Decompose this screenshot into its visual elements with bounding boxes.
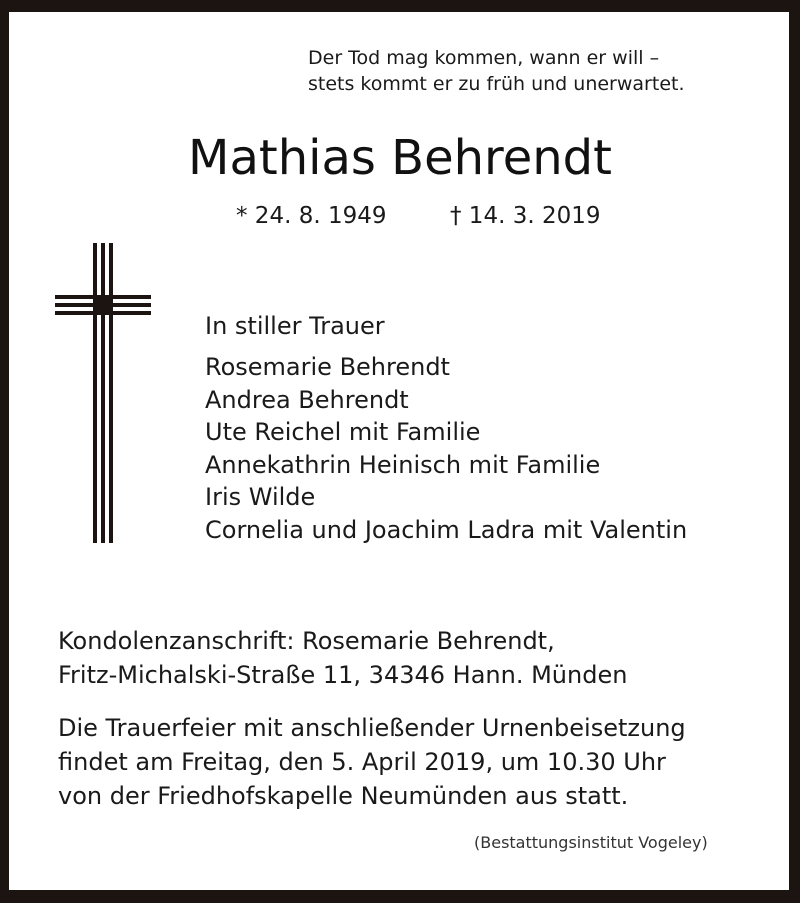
funeral-line-1: Die Trauerfeier mit anschließender Urnenbeisetzung [58, 714, 686, 742]
mourning-intro: In stiller Trauer [205, 312, 385, 340]
condolence-line-1: Kondolenzanschrift: Rosemarie Behrendt, [58, 627, 555, 655]
funeral-info [58, 711, 686, 813]
mourner-list [205, 351, 687, 547]
list-item: Andrea Behrendt [205, 385, 409, 414]
motto-line-2: stets kommt er zu früh und unerwartet. [308, 73, 685, 95]
list-item: Ute Reichel mit Familie [205, 418, 481, 447]
list-item: Rosemarie Behrendt [205, 353, 450, 381]
list-item: Annekathrin Heinisch mit Familie [205, 450, 601, 479]
condolence-line-2: Fritz-Michalski-Straße 11, 34346 Hann. Münden [58, 661, 628, 689]
deceased-name: Mathias Behrendt [188, 130, 612, 186]
condolence-address [58, 624, 627, 692]
death-date: † 14. 3. 2019 [450, 203, 601, 229]
undertaker-credit: (Bestattungsinstitut Vogeley) [474, 833, 708, 852]
funeral-line-3: von der Friedhofskapelle Neumünden aus statt. [58, 782, 629, 810]
motto [308, 45, 685, 97]
list-item: Cornelia und Joachim Ladra mit Valentin [205, 515, 688, 544]
motto-line-1: Der Tod mag kommen, wann er will – [308, 47, 660, 69]
latin-cross-icon [55, 243, 151, 543]
birth-date: * 24. 8. 1949 [236, 203, 387, 229]
list-item: Iris Wilde [205, 483, 316, 512]
funeral-line-2: findet am Freitag, den 5. April 2019, um 10.30 Uhr [58, 748, 666, 776]
